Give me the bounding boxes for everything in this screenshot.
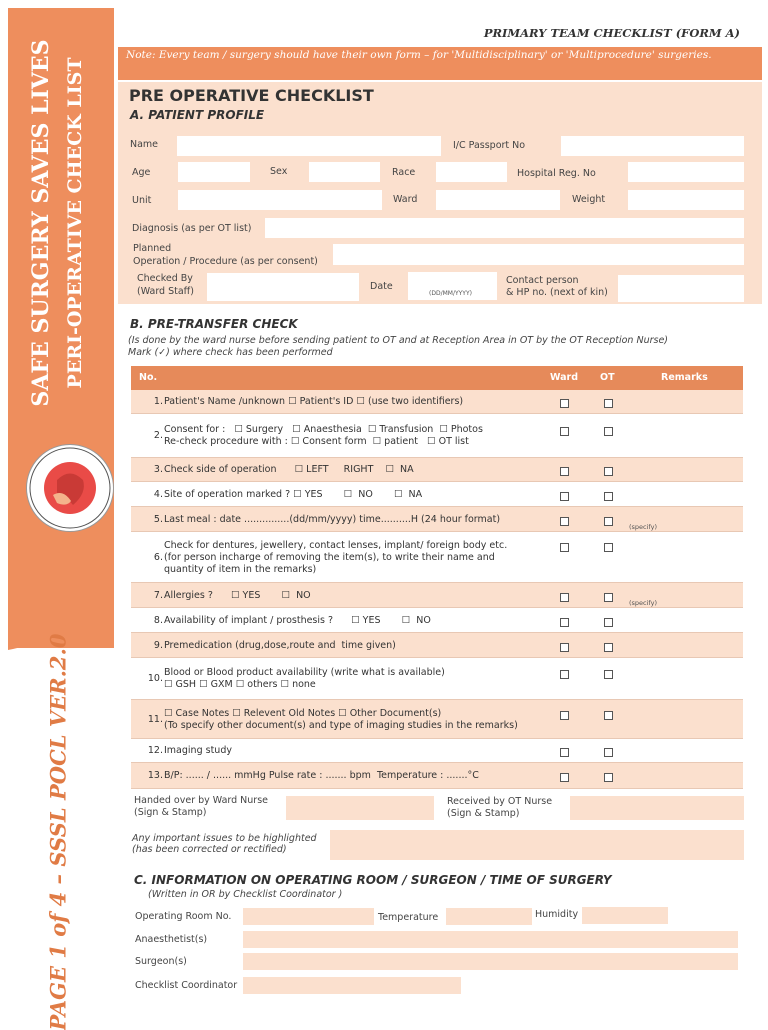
checked-by-label-2: (Ward Staff) [137, 286, 194, 297]
row-text: ☐ Case Notes ☐ Relevent Old Notes ☐ Other Document(s) (To specify other document(s) and type of imaging studies in the remarks) [164, 708, 518, 731]
row-number: 8. [153, 615, 163, 626]
race-field[interactable] [436, 162, 507, 182]
ward-checkbox[interactable] [560, 593, 569, 602]
row-text: Blood or Blood product availability (write what is available) ☐ GSH ☐ GXM ☐ others ☐ none [164, 667, 445, 690]
row-text: Premedication (drug,dose,route and time given) [164, 640, 396, 651]
ward-checkbox[interactable] [560, 643, 569, 652]
contact-label-1: Contact person [506, 275, 579, 286]
form-label: PRIMARY TEAM CHECKLIST (FORM A) [483, 26, 740, 40]
section-c-sub: (Written in OR by Checklist Coordinator ) [148, 889, 343, 900]
table-row [131, 583, 743, 608]
table-row [131, 532, 743, 583]
diagnosis-label: Diagnosis (as per OT list) [132, 223, 252, 234]
col-ward: Ward [550, 372, 579, 383]
ot-checkbox[interactable] [604, 427, 613, 436]
issues-label-1: Any important issues to be highlighted [132, 833, 317, 844]
table-row [131, 739, 743, 763]
sidebar-title [8, 8, 114, 438]
row-number: 4. [153, 489, 163, 500]
handed-label-1: Handed over by Ward Nurse [134, 795, 269, 806]
ot-checkbox[interactable] [604, 543, 613, 552]
date-field[interactable] [408, 272, 497, 300]
section-b-heading: B. PRE-TRANSFER CHECK [130, 317, 298, 331]
surgeon-label: Surgeon(s) [135, 956, 187, 967]
table-row [131, 458, 743, 482]
coordinator-label: Checklist Coordinator [135, 980, 238, 991]
row-text: Check for dentures, jewellery, contact lenses, implant/ foreign body etc. (for person incharge of removing the item(s), to write their name and quantity of item in the remarks) [164, 540, 508, 575]
note-banner: Note: Every team / surgery should have their own form – for 'Multidisciplinary' or 'Multiprocedure' surgeries. [118, 47, 762, 80]
name-field[interactable] [177, 136, 441, 156]
row-number: 7. [153, 590, 163, 601]
unit-label: Unit [132, 195, 152, 206]
humidity-label: Humidity [535, 909, 579, 920]
ward-checkbox[interactable] [560, 399, 569, 408]
race-label: Race [392, 167, 416, 178]
row-text: Imaging study [164, 745, 232, 756]
planned-operation-field[interactable] [333, 244, 744, 265]
ot-checkbox[interactable] [604, 773, 613, 782]
checked-by-label-1: Checked By [137, 273, 193, 284]
weight-field[interactable] [628, 190, 744, 210]
row-text: Allergies ? ☐ YES ☐ NO [164, 590, 311, 601]
hospital-reg-label: Hospital Reg. No [517, 168, 596, 179]
row-number: 1. [153, 396, 163, 407]
ward-label: Ward [393, 194, 418, 205]
table-row [131, 700, 743, 739]
contact-field[interactable] [618, 275, 744, 302]
row-text: Availability of implant / prosthesis ? ☐ YES ☐ NO [164, 615, 431, 626]
ot-checkbox[interactable] [604, 399, 613, 408]
checked-by-field[interactable] [207, 273, 359, 301]
section-b-sub1: (Is done by the ward nurse before sending patient to OT and at Reception Area in OT by the OT Reception Nurse) [128, 335, 669, 346]
row-text: Patient's Name /unknown ☐ Patient's ID ☐ (use two identifiers) [164, 396, 464, 407]
date-label: Date [370, 281, 393, 292]
sidebar-line2: PERI-OPERATIVE CHECK LIST [64, 57, 86, 389]
ward-field[interactable] [436, 190, 560, 210]
ot-checkbox[interactable] [604, 711, 613, 720]
issues-label-2: (has been corrected or rectified) [132, 844, 287, 855]
ot-checkbox[interactable] [604, 517, 613, 526]
row-number: 5. [153, 514, 163, 525]
ward-checkbox[interactable] [560, 467, 569, 476]
section-a-heading: A. PATIENT PROFILE [130, 108, 265, 122]
anaesthetist-field[interactable] [243, 931, 738, 948]
ot-checkbox[interactable] [604, 748, 613, 757]
col-no: No. [139, 372, 158, 383]
ic-field[interactable] [561, 136, 744, 156]
ot-nurse-sign-field[interactable] [570, 796, 744, 820]
hospital-reg-field[interactable] [628, 162, 744, 182]
surgeon-field[interactable] [243, 953, 738, 970]
page-version-text: PAGE 1 of 4 – SSSL POCL VER.2.0 [45, 633, 70, 1030]
ward-checkbox[interactable] [560, 748, 569, 757]
age-label: Age [132, 167, 151, 178]
sex-field[interactable] [309, 162, 380, 182]
ot-checkbox[interactable] [604, 467, 613, 476]
table-row [131, 414, 743, 458]
ot-checkbox[interactable] [604, 618, 613, 627]
col-ot: OT [600, 372, 615, 383]
ward-checkbox[interactable] [560, 543, 569, 552]
unit-field[interactable] [178, 190, 382, 210]
ward-checkbox[interactable] [560, 618, 569, 627]
row-number: 6. [153, 552, 163, 563]
issues-field[interactable] [330, 830, 744, 860]
specify-hint: (specify) [629, 599, 657, 607]
row-number: 13. [147, 770, 163, 781]
ward-checkbox[interactable] [560, 670, 569, 679]
table-row [131, 390, 743, 414]
table-row [131, 658, 743, 700]
table-row [131, 507, 743, 532]
ot-checkbox[interactable] [604, 643, 613, 652]
contact-label-2: & HP no. (next of kin) [506, 287, 608, 298]
temperature-label: Temperature [378, 912, 439, 923]
weight-label: Weight [572, 194, 606, 205]
row-number: 2. [153, 430, 163, 441]
section-c-heading: C. INFORMATION ON OPERATING ROOM / SURGEON / TIME OF SURGERY [134, 873, 612, 887]
temperature-field[interactable] [446, 908, 532, 925]
age-field[interactable] [178, 162, 250, 182]
planned-label-1: Planned [133, 243, 172, 254]
ot-checkbox[interactable] [604, 492, 613, 501]
ward-checkbox[interactable] [560, 492, 569, 501]
received-label-1: Received by OT Nurse [447, 796, 553, 807]
row-number: 12. [147, 745, 163, 756]
planned-label-2: Operation / Procedure (as per consent) [133, 256, 318, 267]
col-remarks: Remarks [661, 372, 708, 383]
ot-checkbox[interactable] [604, 593, 613, 602]
row-number: 9. [153, 640, 163, 651]
ward-checkbox[interactable] [560, 517, 569, 526]
row-text: B/P: ...... / ...... mmHg Pulse rate : ....... bpm Temperature : .......°C [164, 770, 479, 781]
received-label-2: (Sign & Stamp) [447, 808, 520, 819]
sidebar-line1: SAFE SURGERY SAVES LIVES [28, 39, 54, 407]
table-row [131, 482, 743, 507]
ward-checkbox[interactable] [560, 773, 569, 782]
page-version [0, 633, 115, 1030]
row-text: Last meal : date ...............(dd/mm/yyyy) time..........H (24 hour format) [164, 514, 501, 525]
or-no-label: Operating Room No. [135, 911, 232, 922]
row-text: Site of operation marked ? ☐ YES ☐ NO ☐ NA [164, 489, 423, 500]
row-number: 3. [153, 464, 163, 475]
ministry-logo [26, 444, 114, 532]
table-row [131, 763, 743, 789]
section-b-sub2: Mark (✓) where check has been performed [128, 347, 333, 358]
date-format-hint: (DD/MM/YYYY) [429, 290, 472, 297]
row-text: Check side of operation ☐ LEFT RIGHT ☐ NA [164, 464, 414, 475]
ot-checkbox[interactable] [604, 670, 613, 679]
table-row [131, 633, 743, 658]
row-number: 11. [147, 714, 163, 725]
humidity-field[interactable] [582, 907, 668, 924]
coordinator-field[interactable] [243, 977, 461, 994]
row-text: Consent for : ☐ Surgery ☐ Anaesthesia ☐ Transfusion ☐ Photos Re-check procedure with : ☐ Consent form ☐ patient ☐ OT list [164, 424, 483, 447]
ward-checkbox[interactable] [560, 711, 569, 720]
name-label: Name [130, 139, 159, 150]
ic-label: I/C Passport No [453, 140, 526, 151]
page-title: PRE OPERATIVE CHECKLIST [129, 86, 374, 105]
or-no-field[interactable] [243, 908, 374, 925]
checklist-table-header [131, 366, 743, 390]
row-number: 10. [147, 673, 163, 684]
sex-label: Sex [270, 166, 288, 177]
ward-checkbox[interactable] [560, 427, 569, 436]
ward-nurse-sign-field[interactable] [286, 796, 434, 820]
diagnosis-field[interactable] [265, 218, 744, 238]
handed-label-2: (Sign & Stamp) [134, 807, 207, 818]
specify-hint: (specify) [629, 523, 657, 531]
anaesthetist-label: Anaesthetist(s) [135, 934, 208, 945]
table-row [131, 608, 743, 633]
